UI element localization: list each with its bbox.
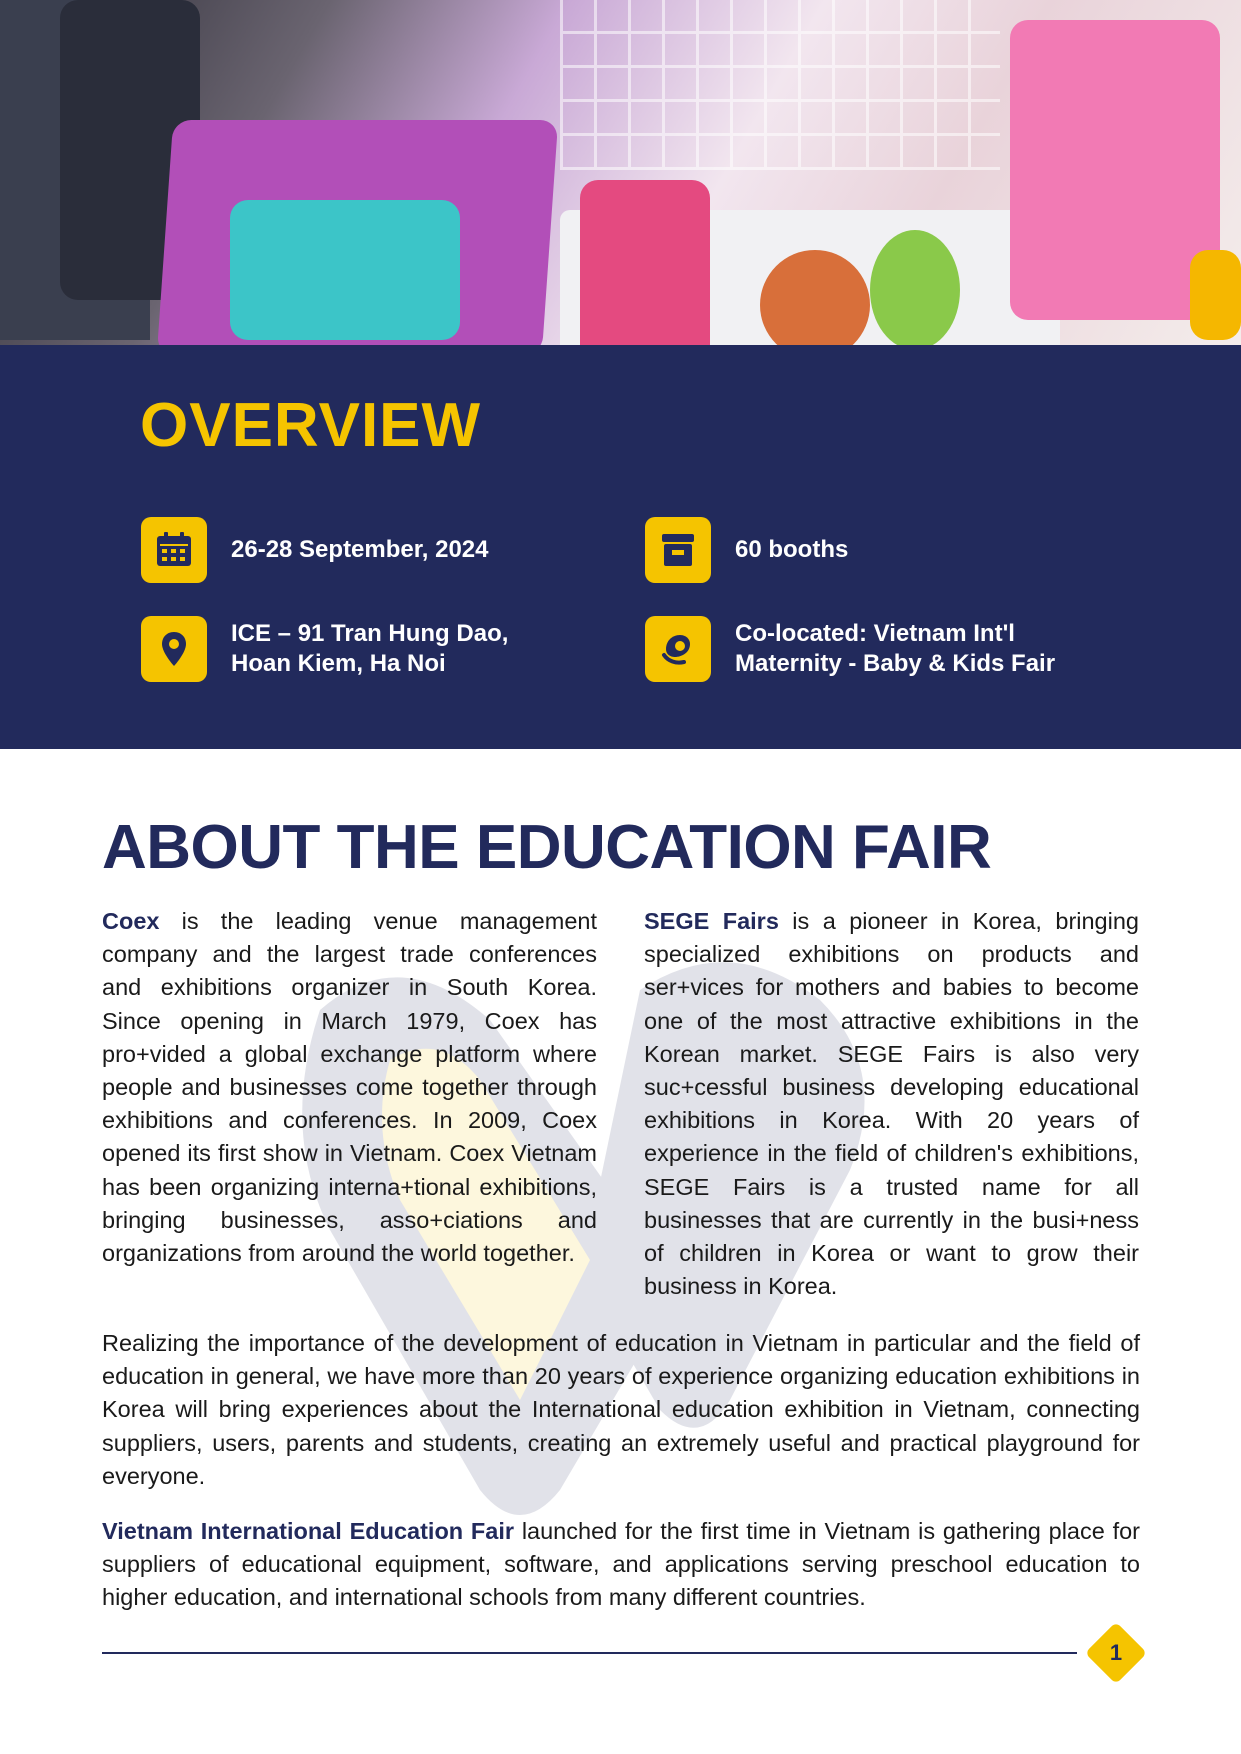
booth-icon bbox=[645, 517, 711, 583]
coex-paragraph bbox=[102, 905, 597, 1270]
page-number: 1 bbox=[1109, 1640, 1123, 1665]
sege-lead: SEGE Fairs bbox=[644, 908, 779, 934]
fair-lead: Vietnam International Education Fair bbox=[102, 1518, 515, 1544]
info-dates bbox=[141, 517, 489, 583]
colocated-line-2: Maternity - Baby & Kids Fair bbox=[735, 650, 1056, 677]
fair-text: launched for the first time in Vietnam is gathering place for suppliers of educational equipment, software, and applications serving preschool education to higher education, and international schools from many different countries. bbox=[102, 1518, 1141, 1611]
sege-text: is a pioneer in Korea, bringing specialized exhibitions on products and ser+vices for mothers and babies to become one of the most attractive exhibitions in the Korean market. SEGE Fairs is also very suc+cessful business developing educational exhibitions in Korea. With 20 years of experience in the field of children's exhibitions, SEGE Fairs is a trusted name for all businesses that are currently in the busi+ness of children in Korea or want to grow their business in Korea. bbox=[644, 908, 1139, 1300]
dates-text: 26-28 September, 2024 bbox=[231, 536, 489, 563]
sege-paragraph bbox=[644, 905, 1139, 1303]
location-text bbox=[231, 619, 508, 679]
location-line-1: ICE – 91 Tran Hung Dao, bbox=[231, 620, 509, 647]
mother-baby-icon bbox=[645, 616, 711, 682]
importance-paragraph: Realizing the importance of the development of education in Vietnam in particular and the field of education in general, we have more than 20 years of experience organizing education exhibitions in Korea will bring experiences about the International education exhibition in Vietnam, connecting suppliers, users, parents and students, creating an extremely useful and practical playground for everyone. bbox=[102, 1330, 1140, 1489]
footer-rule bbox=[102, 1652, 1077, 1654]
location-line-2: Hoan Kiem, Ha Noi bbox=[231, 650, 446, 677]
fair-paragraph bbox=[102, 1515, 1140, 1615]
info-booths bbox=[645, 517, 848, 583]
info-colocated bbox=[645, 616, 1055, 682]
coex-text: is the leading venue management company and the largest trade conferences and exhibitions organizer in South Korea. Since opening in March 1979, Coex has pro+vided a global exchange platform where people and businesses come together through exhibitions and conferences. In 2009, Coex opened its first show in Vietnam. Coex Vietnam has been organizing interna+tional exhibitions, bringing businesses, asso+ciations and organizations from around the world together. bbox=[102, 908, 597, 1267]
booths-text: 60 booths bbox=[735, 536, 849, 563]
calendar-icon bbox=[141, 517, 207, 583]
overview-title: OVERVIEW bbox=[140, 391, 482, 460]
about-title: ABOUT THE EDUCATION FAIR bbox=[102, 813, 992, 882]
colocated-line-1: Co-located: Vietnam Int'l bbox=[735, 620, 1015, 647]
info-location bbox=[141, 616, 508, 682]
coex-lead: Coex bbox=[102, 908, 160, 934]
location-pin-icon bbox=[141, 616, 207, 682]
colocated-text bbox=[735, 619, 1055, 679]
